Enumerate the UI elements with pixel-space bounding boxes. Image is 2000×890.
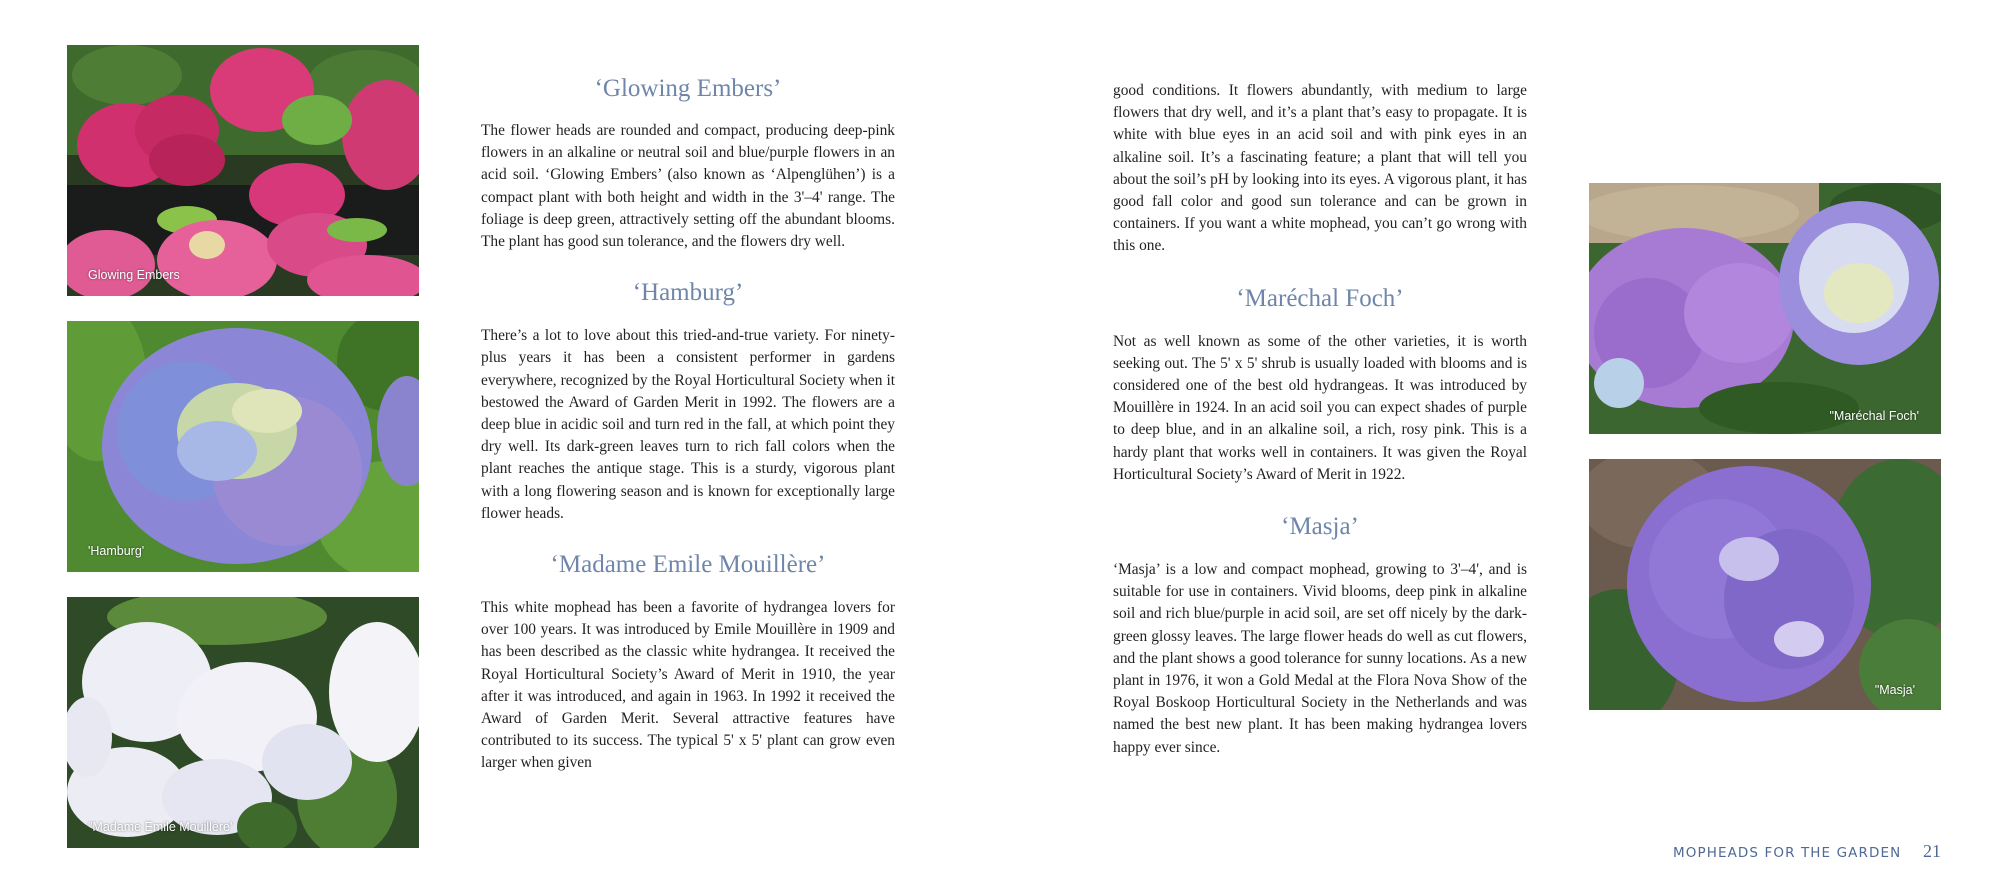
photo-caption: "Masja' <box>1874 683 1915 697</box>
section-body: The flower heads are rounded and compact, producing deep-pink flowers in an alkaline or neutral soil and blue/purple flowers in an acid soil. ‘Glowing Embers’ (also known as ‘Alpenglühen’) is a compact plant with both height and width in the 3'–4' range. The foliage is deep green, attractively setting off the abundant blooms. The plant has good sun tolerance, and the flowers dry well. <box>481 122 895 251</box>
running-head: MOPHEADS FOR THE GARDEN <box>1673 845 1902 861</box>
section-body: There’s a lot to love about this tried-and-true variety. For ninety-plus years it has been a consistent performer in gardens everywhere, recognized by the Royal Horticultural Society when it bestowed the Award of Garden Merit in 1992. The flowers are a deep blue in acidic soil and turn red in the fall, at which point they dry well. Its dark-green leaves turn to rich fall colors when the plant reaches the antique stage. This is a sturdy, vigorous plant with a long flowering season and is known for exceptionally large flower heads. <box>481 327 895 522</box>
photo-madame-emile-mouillere <box>67 597 419 848</box>
text-column-left <box>481 74 895 775</box>
blue-hydrangea-image <box>67 321 419 572</box>
section-heading: ‘Masja’ <box>1281 513 1359 541</box>
section-body: Not as well known as some of the other varieties, it is worth seeking out. The 5' x 5' shrub is usually loaded with blooms and is considered one of the best old hydrangeas. It was introduced by Mouillère in 1924. In an acid soil you can expect shades of purple to deep blue, and in an alkaline soil, a rich, rosy pink. This is a hardy plant that works well in containers. It was given the Royal Horticultural Society’s Award of Merit in 1922. <box>1113 332 1527 483</box>
photo-caption: 'Hamburg' <box>88 544 145 558</box>
photo-glowing-embers <box>67 45 419 296</box>
section-heading: ‘Hamburg’ <box>632 279 744 307</box>
photo-caption: "Madame Emile Mouillère' <box>88 820 233 834</box>
section-body: ‘Masja’ is a low and compact mophead, growing to 3'–4', and is suitable for use in containers. Vivid blooms, deep pink in alkaline soil and rich blue/purple in acid soil, are set off nicely by the dark-green glossy leaves. The large flower heads do well as cut flowers, and the plant shows a good tolerance for sunny locations. As a new plant in 1976, it won a Gold Medal at the Flora Nova Show of the Royal Boskoop Horticultural Society in the Netherlands and was named the best new plant. It has been making hydrangea lovers happy ever since. <box>1113 561 1527 756</box>
photo-marechal-foch <box>1589 183 1941 434</box>
section-heading: ‘Madame Emile Mouillère’ <box>550 551 826 579</box>
photo-caption: Glowing Embers <box>88 268 180 282</box>
section-body: This white mophead has been a favorite of hydrangea lovers for over 100 years. It was introduced by Emile Mouillère in 1909 and has been described as the classic white hydrangea. It received the Royal Horticultural Society’s Award of Merit in 1910, the year after it was introduced, and again in 1963. In 1992 it received the Award of Garden Merit. Several attractive features have contributed to its success. The typical 5' x 5' plant can grow even larger when given <box>481 599 895 772</box>
page-number: 21 <box>1923 841 1941 861</box>
section-body-continuation: good conditions. It flowers abundantly, with medium to large flowers that dry well, and it’s a plant that’s easy to propagate. It is white with blue eyes in an acid soil and with pink eyes in an alkaline soil. It’s a fascinating feature; a plant that will tell you about the soil’s pH by looking into its eyes. A vigorous plant, it has good fall color and good sun tolerance and can be grown in containers. If you want a white mophead, you can’t go wrong with this one. <box>1113 82 1527 255</box>
photo-masja <box>1589 459 1941 710</box>
pink-hydrangea-image <box>67 45 419 296</box>
photo-caption: "Maréchal Foch' <box>1829 409 1919 423</box>
violet-hydrangea-image <box>1589 459 1941 710</box>
purple-hydrangea-image <box>1589 183 1941 434</box>
photo-hamburg <box>67 321 419 572</box>
section-heading: ‘Glowing Embers’ <box>594 75 782 102</box>
section-heading: ‘Maréchal Foch’ <box>1236 284 1404 312</box>
white-hydrangea-image <box>67 597 419 848</box>
text-column-right <box>1113 80 1527 759</box>
